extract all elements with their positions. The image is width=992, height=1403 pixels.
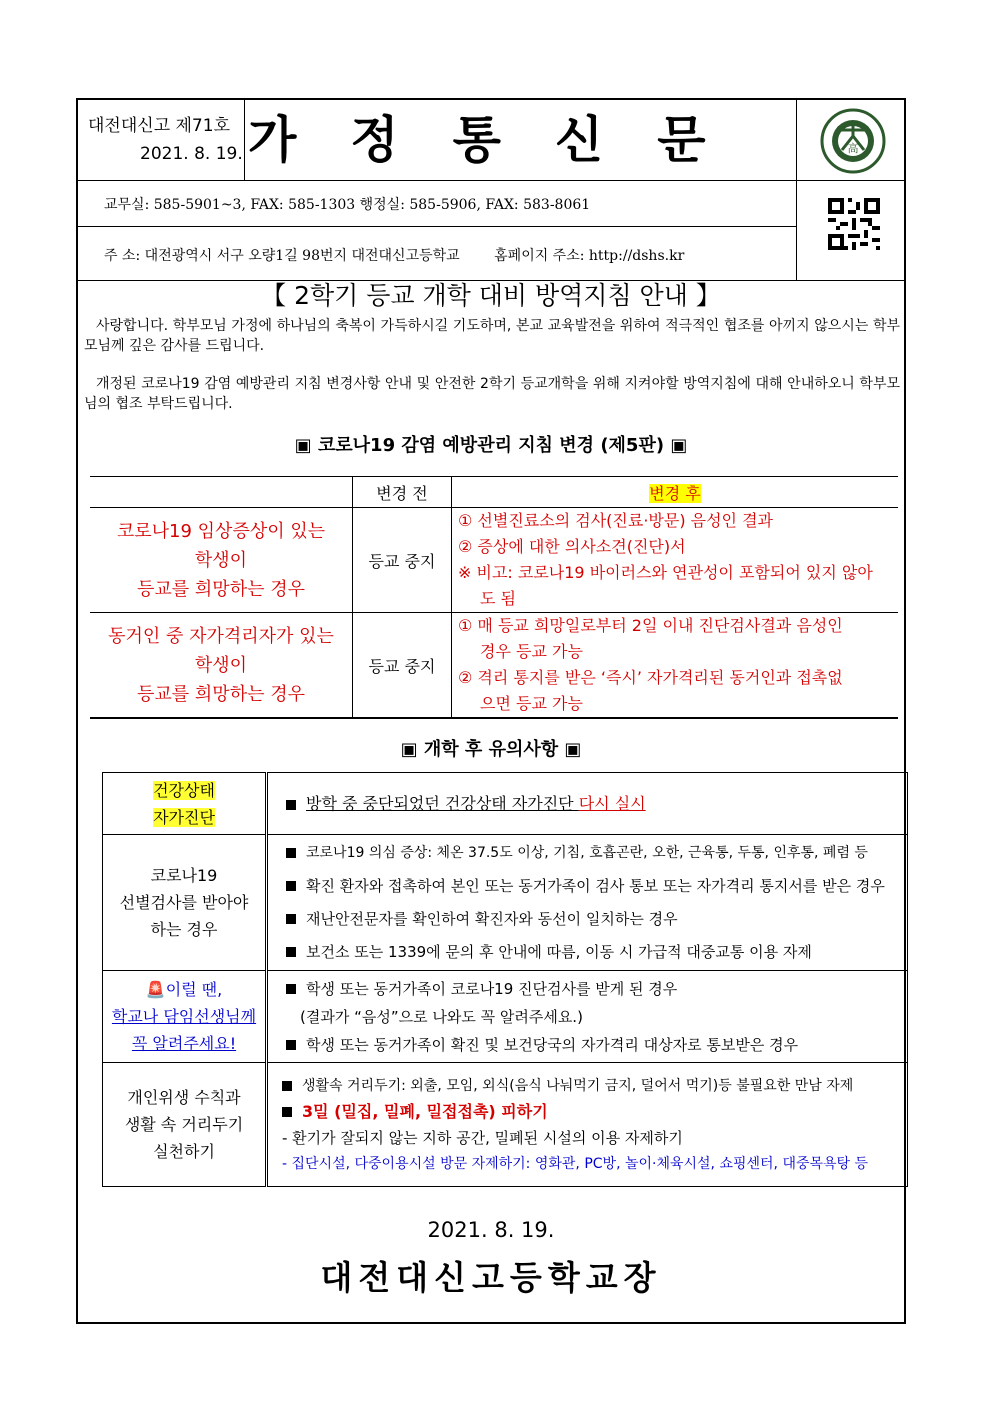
content-cell	[267, 1063, 908, 1187]
label-cell: 코로나19 선별검사를 받아야 하는 경우	[103, 835, 267, 971]
condition-cell: 코로나19 임상증상이 있는 학생이 등교를 희망하는 경우	[90, 508, 353, 613]
signer-name: 대전대신고등학교장	[320, 1258, 662, 1297]
col-before-header: 변경 전	[353, 477, 452, 508]
homepage-label: 홈페이지 주소:	[494, 248, 585, 264]
label-cell: 건강상태 자가진단	[103, 773, 267, 835]
header-divider-1	[78, 180, 904, 181]
section2-title: ▣ 개학 후 유의사항 ▣	[400, 739, 582, 760]
label-cell: 개인위생 수칙과 생활 속 거리두기 실천하기	[103, 1063, 267, 1187]
table-row	[103, 971, 908, 1063]
bullet-icon	[286, 984, 296, 994]
list-item: 확진 환자와 접촉하여 본인 또는 동거가족이 검사 통보 또는 자가격리 통지서를 받은 경우	[286, 870, 906, 903]
before-cell: 등교 중지	[353, 613, 452, 719]
content-cell	[267, 835, 908, 971]
header-vline-1	[244, 100, 245, 180]
bullet-icon	[286, 881, 296, 891]
content-cell	[267, 971, 908, 1063]
guideline-change-table	[90, 476, 898, 719]
footer-date: 2021. 8. 19.	[427, 1218, 555, 1242]
bullet-icon	[286, 1040, 296, 1050]
qr-code	[828, 198, 880, 250]
bullet-icon	[282, 1107, 292, 1117]
table-header-row	[90, 477, 898, 508]
table-row	[103, 1063, 908, 1187]
list-item: 재난안전문자를 확인하여 확진자와 동선이 일치하는 경우	[286, 903, 906, 936]
contact-line: 교무실: 585-5901~3, FAX: 585-1303 행정실: 585-5906, FAX: 583-8061	[104, 197, 591, 213]
list-item-note: (결과가 “음성”으로 나와도 꼭 알려주세요.)	[300, 1007, 583, 1026]
issue-date: 2021. 8. 19.	[140, 144, 243, 164]
issue-info	[88, 112, 243, 168]
address-label: 주 소:	[104, 248, 141, 264]
list-item: - 환기가 잘되지 않는 지하 공간, 밀폐된 시설의 이용 자제하기	[282, 1128, 683, 1147]
address-line	[104, 245, 684, 265]
before-cell: 등교 중지	[353, 508, 452, 613]
list-item: - 집단시설, 다중이용시설 방문 자제하기: 영화관, PC방, 놀이·체육시설, 쇼핑센터, 대중목욕탕 등	[282, 1155, 869, 1172]
school-logo	[820, 108, 886, 174]
document-frame	[76, 98, 906, 1324]
notice-title: 【 2학기 등교 개학 대비 방역지침 안내 】	[261, 281, 721, 310]
issue-number: 대전대신고 제71호	[88, 116, 230, 136]
content-cell: 방학 중 중단되었던 건강상태 자가진단 다시 실시	[267, 773, 908, 835]
bullet-icon	[286, 848, 296, 858]
svg-text:高: 高	[847, 142, 859, 155]
table-row	[90, 613, 898, 719]
bullet-icon	[286, 947, 296, 957]
list-item: 3밀 (밀집, 밀폐, 밀접접촉) 피하기	[282, 1099, 906, 1125]
list-item: 생활속 거리두기: 외출, 모임, 외식(음식 나눠먹기 금지, 덜어서 먹기)등 불필요한 만남 자제	[282, 1073, 906, 1099]
address: 대전광역시 서구 오량1길 98번지 대전대신고등학교	[144, 248, 460, 264]
list-item: 보건소 또는 1339에 문의 후 안내에 따름, 이동 시 가급적 대중교통 이용 자제	[286, 936, 906, 969]
list-item: 코로나19 의심 증상: 체온 37.5도 이상, 기침, 호흡곤란, 오한, 근육통, 두통, 인후통, 폐렴 등	[286, 837, 906, 870]
condition-cell: 동거인 중 자가격리자가 있는 학생이 등교를 희망하는 경우	[90, 613, 353, 719]
page-title: 가정통신문	[248, 110, 760, 169]
precautions-table	[102, 772, 908, 1187]
col-after-header: 변경 후	[452, 477, 899, 508]
section1-title: ▣ 코로나19 감염 예방관리 지침 변경 (제5판) ▣	[294, 435, 688, 456]
guide-paragraph: 개정된 코로나19 감염 예방관리 지침 변경사항 안내 및 안전한 2학기 등교개학을 위해 지켜야할 방역지침에 대해 안내하오니 학부모님의 협조 부탁드립니다.	[84, 376, 900, 412]
table-row	[103, 835, 908, 971]
header-divider-2	[78, 226, 796, 227]
greeting-paragraph: 사랑합니다. 학부모님 가정에 하나님의 축복이 가득하시길 기도하며, 본교 교육발전을 위하여 적극적인 협조를 아끼지 않으시는 학부모님께 깊은 감사를 드립니다.	[84, 318, 900, 354]
list-item: 학생 또는 동거가족이 확진 및 보건당국의 자가격리 대상자로 통보받은 경우	[286, 1031, 906, 1059]
bullet-icon	[282, 1081, 292, 1091]
table-row	[90, 508, 898, 613]
bullet-icon	[286, 800, 296, 810]
list-item: 학생 또는 동거가족이 코로나19 진단검사를 받게 된 경우	[286, 975, 906, 1003]
label-cell: 🚨이럴 땐, 학교나 담임선생님께 꼭 알려주세요!	[103, 971, 267, 1063]
table-row	[103, 773, 908, 835]
header-empty-cell	[90, 477, 353, 508]
after-cell: ① 선별진료소의 검사(진료·방문) 음성인 결과 ② 증상에 대한 의사소견(진단)서 ※ 비고: 코로나19 바이러스와 연관성이 포함되어 있지 않아 도 됨	[452, 508, 899, 613]
homepage-link[interactable]: http://dshs.kr	[588, 248, 685, 264]
bullet-icon	[286, 914, 296, 924]
after-cell: ① 매 등교 희망일로부터 2일 이내 진단검사결과 음성인 경우 등교 가능 ② 격리 통지를 받은 ‘즉시’ 자가격리된 동거인과 접촉없 으면 등교 가능	[452, 613, 899, 719]
siren-icon: 🚨	[145, 980, 166, 999]
